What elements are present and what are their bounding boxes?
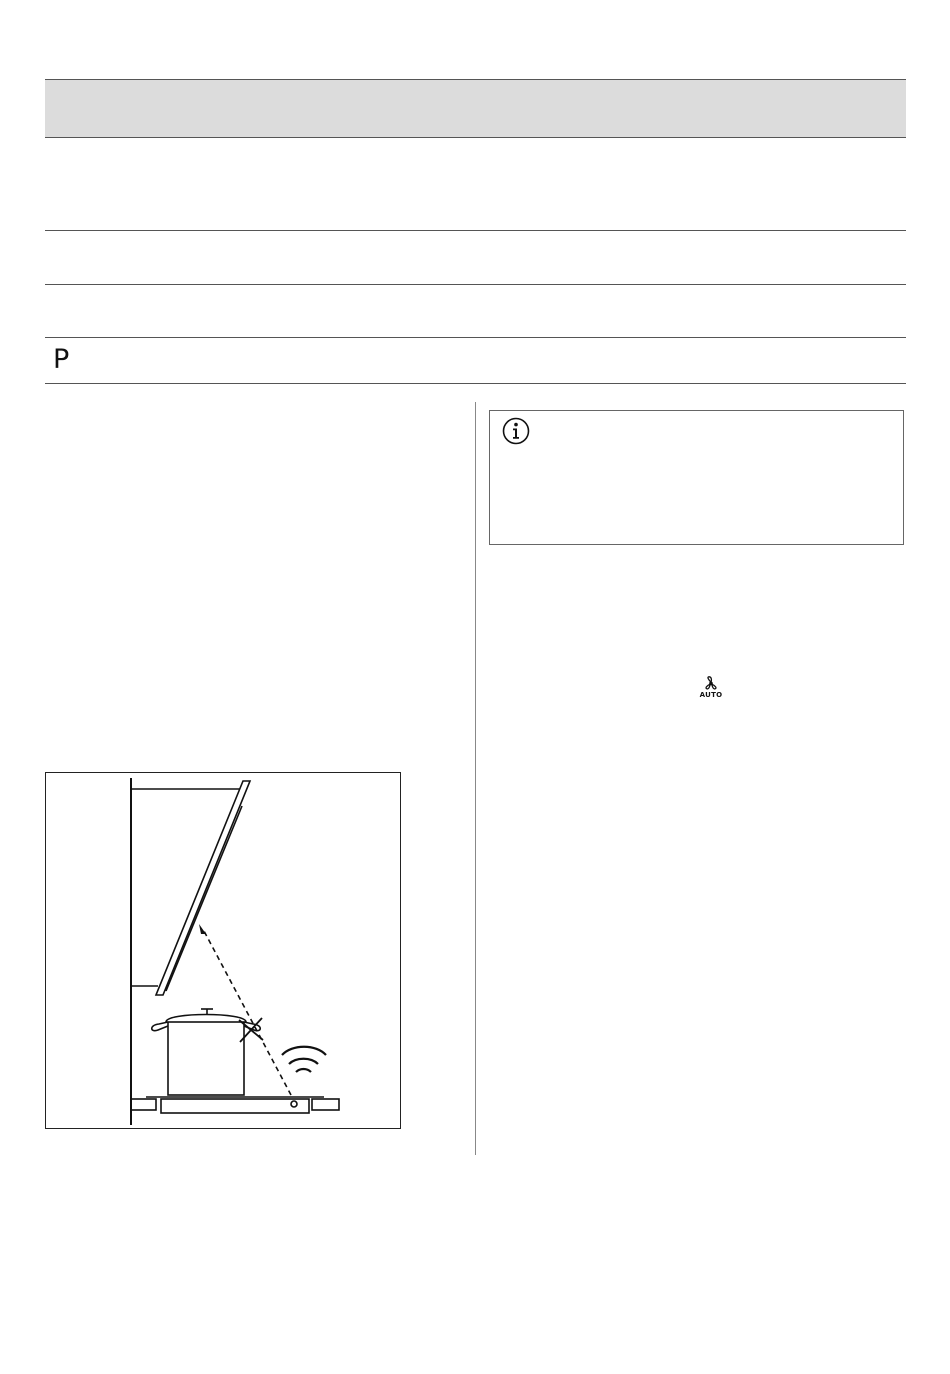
info-note-box [489,410,904,545]
p-symbol: P [53,344,70,375]
auto-label: AUTO [699,691,723,699]
illustration-drawing [46,773,402,1130]
fan-auto-icon [696,676,726,702]
column-divider [475,402,476,1155]
table-row [45,138,906,231]
table-row [45,338,906,384]
hob-hood-illustration [45,772,401,1129]
table-row [45,231,906,285]
info-icon [501,416,531,446]
fan-icon [696,676,726,692]
table-row [45,285,906,338]
arrow-head [199,924,206,934]
table-header [45,79,906,138]
function-table [45,79,906,384]
